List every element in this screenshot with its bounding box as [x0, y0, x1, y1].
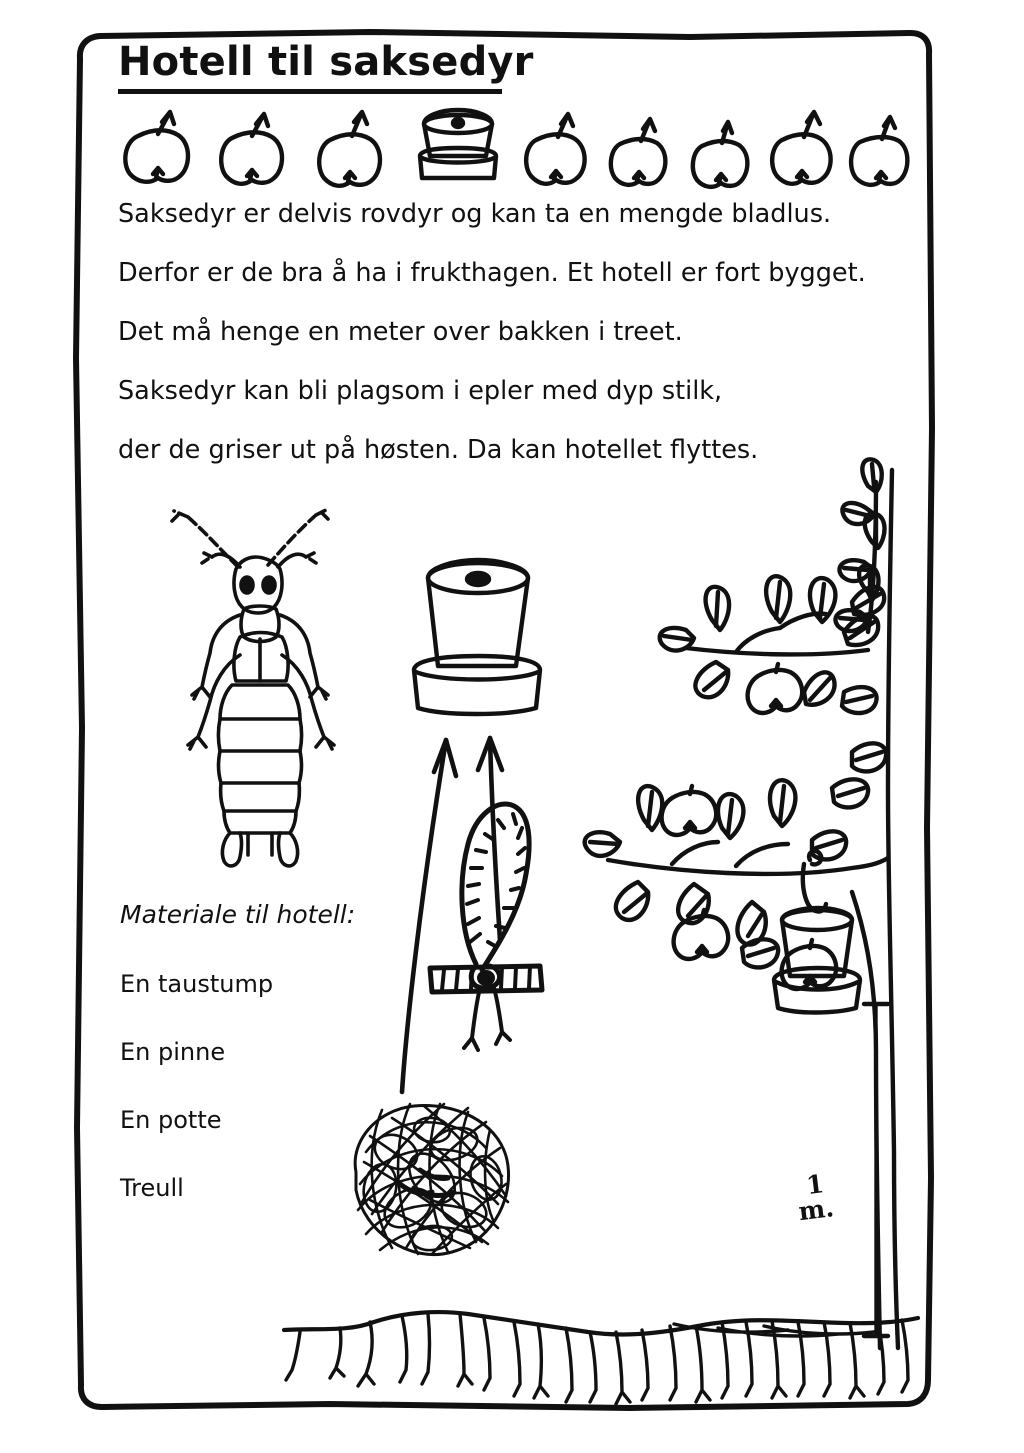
page-title: Hotell til saksedyr: [118, 39, 534, 85]
body-line: Derfor er de bra å ha i frukthagen. Et hotell er fort bygget.: [118, 258, 866, 289]
body-paragraphs: [118, 200, 928, 495]
apple-icon: [693, 122, 748, 187]
material-item: Treull: [120, 1174, 184, 1202]
leaf: [660, 628, 694, 651]
leaf: [718, 794, 743, 838]
flower-pot-icon: [420, 110, 496, 178]
leaf: [706, 587, 729, 630]
apple-icon: [526, 114, 584, 184]
ground-illustration: [278, 1288, 926, 1408]
material-item: En potte: [120, 1106, 222, 1134]
leaf: [585, 832, 620, 856]
materials-heading: Materiale til hotell:: [120, 900, 356, 929]
leaf: [770, 780, 795, 826]
measurement-value: 1: [804, 1169, 826, 1201]
measurement-label: [796, 1169, 836, 1227]
leaf: [852, 743, 886, 771]
leaf: [766, 576, 790, 622]
leaf: [832, 779, 868, 807]
body-line: Saksedyr er delvis rovdyr og kan ta en mengde bladlus.: [118, 199, 832, 229]
leaf: [862, 459, 881, 492]
leaf: [638, 786, 662, 830]
material-item: En taustump: [120, 970, 274, 998]
apple-icon: [772, 112, 830, 184]
leaf: [812, 831, 846, 859]
measurement-unit: m.: [796, 1193, 836, 1227]
title-underline: [118, 89, 502, 94]
leaf: [695, 662, 728, 697]
leaf: [804, 672, 835, 704]
apple-icon: [125, 112, 188, 182]
apple-tree-illustration: [576, 452, 928, 1352]
leaf: [616, 882, 648, 920]
material-item: En pinne: [120, 1038, 226, 1066]
leaf: [865, 513, 885, 548]
leaf: [842, 687, 877, 713]
body-line: der de griser ut på høsten. Da kan hotellet flyttes.: [118, 435, 759, 466]
materials-section: [120, 900, 420, 1242]
apple-icon: [221, 114, 282, 184]
apple-icon: [319, 112, 380, 186]
body-line: Saksedyr kan bli plagsom i epler med dyp stilk,: [118, 376, 723, 407]
apple-icon: [611, 119, 666, 185]
rope-illustration: [418, 782, 562, 1054]
apple-row-decoration: [112, 98, 912, 186]
apple-on-tree: [662, 786, 717, 835]
leaf: [742, 939, 778, 967]
body-line: Det må henge en meter over bakken i treet.: [118, 317, 683, 348]
apple-on-tree: [748, 664, 803, 713]
apple-icon: [851, 117, 907, 185]
measurement-line: [864, 1004, 888, 1336]
earwig-illustration: [148, 495, 372, 867]
